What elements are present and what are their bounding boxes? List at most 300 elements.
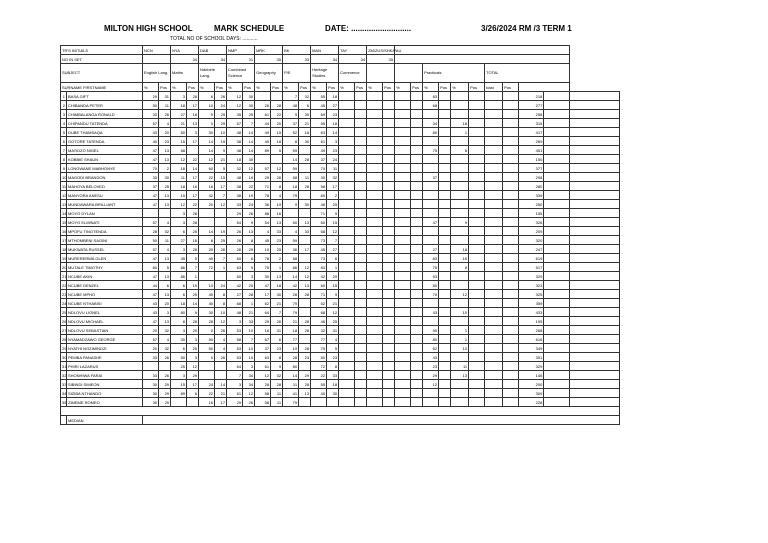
mark-cell — [199, 272, 215, 281]
mark-cell — [367, 335, 383, 344]
mark-cell: 1 — [271, 263, 283, 272]
mark-cell: 75 — [423, 263, 439, 272]
mark-cell — [503, 335, 519, 344]
mark-cell — [199, 218, 215, 227]
table-row — [61, 389, 620, 398]
mark-cell — [395, 128, 411, 137]
mark-cell — [339, 371, 355, 380]
mark-cell: 3 — [159, 308, 171, 317]
mark-cell: 12 — [215, 200, 227, 209]
table-row — [61, 182, 620, 191]
mark-cell: 14 — [187, 299, 199, 308]
mark-cell — [411, 335, 423, 344]
cell — [569, 290, 619, 299]
mark-cell — [439, 182, 451, 191]
mark-cell — [383, 182, 395, 191]
mark-cell: 23 — [327, 353, 339, 362]
mark-cell — [355, 398, 367, 407]
pct-header: % — [451, 83, 469, 92]
table-row — [61, 371, 620, 380]
mark-cell: 29 — [215, 119, 227, 128]
mark-cell — [395, 389, 411, 398]
cell — [569, 398, 619, 407]
mark-cell — [383, 326, 395, 335]
mark-cell: 26 — [227, 245, 243, 254]
student-number: 16 — [62, 228, 67, 234]
mark-cell — [451, 101, 469, 110]
table-row — [61, 137, 620, 146]
mark-cell: 21 — [171, 119, 187, 128]
mark-cell: 323 — [519, 281, 544, 290]
mark-cell — [355, 227, 367, 236]
mark-cell — [339, 110, 355, 119]
mark-cell — [439, 299, 451, 308]
student-name: BASA GIFT — [67, 92, 143, 101]
mark-cell: 433 — [519, 308, 544, 317]
mark-cell — [395, 317, 411, 326]
mark-cell: 8 — [171, 317, 187, 326]
mark-cell — [503, 110, 519, 119]
mark-cell — [544, 272, 569, 281]
mark-cell: 55 — [311, 119, 327, 128]
mark-cell — [299, 308, 311, 317]
student-number: 26 — [62, 318, 67, 324]
mark-cell — [544, 146, 569, 155]
mark-cell — [423, 164, 439, 173]
mark-cell: 11 — [283, 380, 299, 389]
mark-cell: 18 — [171, 164, 187, 173]
mark-cell: 23 — [271, 236, 283, 245]
mark-cell — [469, 182, 485, 191]
mark-cell — [469, 155, 485, 164]
subject-name: Geography — [255, 64, 283, 83]
mark-cell — [469, 128, 485, 137]
mark-cell: 7 — [215, 254, 227, 263]
mark-cell: 60 — [311, 218, 327, 227]
mark-cell — [469, 236, 485, 245]
mark-cell — [383, 101, 395, 110]
mark-cell: 88 — [255, 209, 271, 218]
table-row — [61, 272, 620, 281]
mark-cell — [544, 389, 569, 398]
mark-cell — [423, 209, 439, 218]
mark-cell — [395, 254, 411, 263]
table-row — [61, 209, 620, 218]
mark-cell: 28 — [283, 290, 299, 299]
mark-cell: 43 — [423, 353, 439, 362]
mark-cell: 80 — [423, 128, 439, 137]
mark-cell — [187, 146, 199, 155]
mark-cell: 1 — [187, 272, 199, 281]
mark-cell: 8 — [271, 353, 283, 362]
mark-cell — [395, 290, 411, 299]
mark-cell — [355, 353, 367, 362]
mark-cell: 10 — [451, 344, 469, 353]
mark-cell: 26 — [159, 353, 171, 362]
mark-cell: 30 — [199, 308, 215, 317]
mark-cell: 7 — [243, 335, 255, 344]
mark-cell: 14 — [327, 128, 339, 137]
mark-cell — [485, 344, 503, 353]
mark-cell — [355, 290, 367, 299]
mark-cell — [311, 398, 327, 407]
mark-cell: 277 — [519, 101, 544, 110]
mark-cell: 38 — [227, 182, 243, 191]
mark-cell — [485, 308, 503, 317]
mark-cell — [339, 362, 355, 371]
mark-cell — [367, 362, 383, 371]
student-name: MUNDAWARA BRILLIANT — [67, 200, 143, 209]
pos-header: Pos — [243, 83, 255, 92]
mark-cell: 1 — [451, 335, 469, 344]
mark-cell — [355, 200, 367, 209]
mark-cell: 13 — [159, 254, 171, 263]
mark-cell — [503, 380, 519, 389]
set-count: 35 — [367, 55, 395, 64]
mark-cell: 42 — [283, 281, 299, 290]
mark-cell — [423, 137, 439, 146]
mark-cell: 1 — [243, 299, 255, 308]
mark-cell: 63 — [311, 128, 327, 137]
mark-cell: 28 — [299, 326, 311, 335]
mark-cell — [544, 200, 569, 209]
mark-cell: 18 — [271, 281, 283, 290]
student-name: NCUBE AKIN — [67, 272, 143, 281]
mark-cell — [355, 128, 367, 137]
student-number: 3 — [61, 110, 67, 119]
mark-cell: 27 — [327, 245, 339, 254]
mark-cell: 57 — [227, 119, 243, 128]
mark-cell — [383, 389, 395, 398]
cell — [569, 209, 619, 218]
mark-cell — [503, 128, 519, 137]
mark-cell — [544, 164, 569, 173]
mark-cell: 10 — [243, 353, 255, 362]
student-name: CHIPANDU TATENDA — [67, 119, 143, 128]
mark-cell — [367, 353, 383, 362]
mark-cell: 6 — [187, 389, 199, 398]
mark-cell — [451, 191, 469, 200]
mark-cell: 51 — [227, 389, 243, 398]
student-name: NYAMADZAWO GEORGE — [67, 335, 143, 344]
mark-cell: 20 — [159, 128, 171, 137]
mark-cell — [451, 200, 469, 209]
mark-cell: 28 — [299, 182, 311, 191]
mark-cell — [215, 371, 227, 380]
mark-cell — [411, 182, 423, 191]
set-count: 33 — [283, 55, 311, 64]
mark-cell — [451, 380, 469, 389]
cell — [569, 335, 619, 344]
mark-cell — [503, 281, 519, 290]
mark-cell: 12 — [255, 371, 271, 380]
student-number: 7 — [61, 146, 67, 155]
mark-cell — [395, 398, 411, 407]
mark-cell: 12 — [327, 227, 339, 236]
mark-cell — [395, 281, 411, 290]
mark-cell: 26 — [243, 398, 255, 407]
pos-header: Pos — [159, 83, 171, 92]
mark-cell: 75 — [311, 344, 327, 353]
table-row — [61, 236, 620, 245]
mark-cell: 73 — [311, 254, 327, 263]
mark-cell — [395, 308, 411, 317]
mark-cell — [451, 389, 469, 398]
student-number: 5 — [61, 128, 67, 137]
mark-cell — [395, 173, 411, 182]
mark-cell — [503, 155, 519, 164]
mark-cell — [485, 155, 503, 164]
mark-cell — [503, 200, 519, 209]
mark-cell — [439, 191, 451, 200]
pct-header: % — [423, 83, 439, 92]
mark-cell — [485, 200, 503, 209]
mark-cell — [383, 137, 395, 146]
student-number: 27 — [62, 327, 67, 333]
mark-cell — [544, 263, 569, 272]
mark-cell — [451, 164, 469, 173]
mark-cell: 50 — [143, 101, 159, 110]
mark-cell — [299, 398, 311, 407]
mark-cell: 12 — [327, 308, 339, 317]
document-title: MARK SCHEDULE — [214, 24, 285, 33]
mark-cell — [255, 92, 271, 101]
mark-cell: 339 — [519, 191, 544, 200]
mark-cell — [367, 290, 383, 299]
mark-cell — [355, 236, 367, 245]
mark-cell — [503, 245, 519, 254]
mark-cell — [485, 227, 503, 236]
subject-name: Practicals — [423, 64, 485, 83]
mark-cell: 23 — [327, 146, 339, 155]
mark-cell — [411, 389, 423, 398]
student-name: LONGWANE MABHONYE — [67, 164, 143, 173]
mark-cell: 268 — [519, 326, 544, 335]
table-row — [61, 290, 620, 299]
mark-cell — [469, 164, 485, 173]
mark-cell: 11 — [299, 173, 311, 182]
table-row — [61, 218, 620, 227]
mark-cell: 68 — [423, 101, 439, 110]
mark-cell: 12 — [171, 200, 187, 209]
mark-cell: 60 — [311, 191, 327, 200]
mark-cell: 27 — [171, 110, 187, 119]
mark-cell — [339, 353, 355, 362]
mark-cell: 20 — [199, 245, 215, 254]
mark-cell: 59 — [283, 146, 299, 155]
mark-cell: 79 — [283, 398, 299, 407]
mark-cell: 28 — [187, 209, 199, 218]
mark-cell: 18 — [171, 101, 187, 110]
mark-cell — [383, 317, 395, 326]
mark-cell: 29 — [215, 110, 227, 119]
mark-cell: 9 — [283, 200, 299, 209]
mark-cell: 12 — [451, 290, 469, 299]
mark-cell — [439, 200, 451, 209]
mark-cell: 30 — [271, 290, 283, 299]
mark-cell — [355, 317, 367, 326]
pos-header: Pos — [383, 83, 395, 92]
mark-cell: 24 — [327, 155, 339, 164]
table-row — [61, 173, 620, 182]
mark-cell — [485, 245, 503, 254]
mark-cell: 35 — [227, 110, 243, 119]
mark-cell: 33 — [143, 110, 159, 119]
mark-cell: 3 — [171, 218, 187, 227]
mark-cell — [355, 254, 367, 263]
mark-cell: 21 — [215, 155, 227, 164]
mark-cell: 21 — [283, 317, 299, 326]
mark-cell — [544, 380, 569, 389]
mark-cell: 9 — [327, 209, 339, 218]
mark-cell — [367, 164, 383, 173]
mark-cell — [355, 209, 367, 218]
mark-cell: 47 — [143, 146, 159, 155]
mark-cell — [485, 263, 503, 272]
mark-cell: 28 — [283, 353, 299, 362]
mark-cell: 29 — [243, 245, 255, 254]
mark-cell: 45 — [255, 236, 271, 245]
mark-cell: 48 — [227, 308, 243, 317]
mark-cell: 22 — [271, 110, 283, 119]
mark-cell — [503, 191, 519, 200]
mark-cell: 7 — [243, 119, 255, 128]
mark-cell: 63 — [227, 263, 243, 272]
mark-cell: 228 — [519, 398, 544, 407]
mark-cell — [367, 254, 383, 263]
mark-cell: 34 — [243, 380, 255, 389]
term-label: 3/26/2024 RM /3 TERM 1 — [481, 24, 572, 33]
mark-cell: 50 — [311, 353, 327, 362]
mark-cell — [451, 182, 469, 191]
mark-cell — [271, 92, 283, 101]
student-name: MAHOYA BELOVED — [67, 182, 143, 191]
table-row — [61, 245, 620, 254]
mark-cell: 43 — [423, 308, 439, 317]
pos-header: Pos — [299, 83, 311, 92]
mark-cell — [299, 236, 311, 245]
mark-cell: 28 — [255, 380, 271, 389]
mark-cell: 33 — [227, 200, 243, 209]
mark-cell: 11 — [327, 164, 339, 173]
mark-cell: 6 — [159, 281, 171, 290]
mark-cell: 57 — [143, 218, 159, 227]
mark-cell: 57 — [143, 335, 159, 344]
mark-cell: 34 — [243, 371, 255, 380]
mark-cell — [411, 308, 423, 317]
mark-cell — [339, 173, 355, 182]
mark-cell: 3 — [187, 128, 199, 137]
mark-cell: 298 — [519, 173, 544, 182]
mark-cell — [395, 335, 411, 344]
student-number: 35 — [62, 399, 67, 405]
mark-cell: 5 — [187, 254, 199, 263]
mark-cell — [485, 326, 503, 335]
cell — [569, 137, 619, 146]
student-number: 18 — [62, 246, 67, 252]
mark-cell: 8 — [215, 299, 227, 308]
mark-cell: 53 — [227, 353, 243, 362]
mark-cell: 13 — [243, 227, 255, 236]
median-label: MEDIAN — [67, 416, 143, 425]
mark-cell: 47 — [423, 218, 439, 227]
mark-cell — [439, 128, 451, 137]
teacher-initials: NCN — [143, 46, 171, 55]
mark-cell: 8 — [243, 236, 255, 245]
mark-cell — [439, 227, 451, 236]
mark-cell: 44 — [255, 119, 271, 128]
mark-cell: 5 — [327, 344, 339, 353]
subject-label: SUBJECT — [61, 64, 143, 83]
mark-cell: 25 — [243, 110, 255, 119]
pos-header: Pos — [411, 83, 423, 92]
mark-cell: 13 — [187, 119, 199, 128]
mark-cell — [439, 236, 451, 245]
mark-cell: 8 — [215, 290, 227, 299]
mark-cell: 10 — [215, 308, 227, 317]
cell — [569, 245, 619, 254]
mark-cell: 50 — [171, 128, 187, 137]
subject-name: English Lang. — [143, 64, 171, 83]
mark-cell: 28 — [243, 290, 255, 299]
student-number: 23 — [62, 291, 67, 297]
mark-cell: 60 — [227, 272, 243, 281]
mark-cell: 3 — [171, 92, 187, 101]
mark-cell — [411, 137, 423, 146]
mark-cell — [339, 272, 355, 281]
mark-cell — [367, 308, 383, 317]
mark-cell — [423, 236, 439, 245]
mark-cell — [485, 164, 503, 173]
mark-cell: 26 — [159, 110, 171, 119]
mark-cell — [411, 209, 423, 218]
mark-cell: 46 — [311, 317, 327, 326]
mark-cell: 25 — [159, 182, 171, 191]
mark-cell — [423, 182, 439, 191]
mark-cell: 36 — [283, 245, 299, 254]
mark-cell — [367, 317, 383, 326]
mark-cell: 58 — [255, 398, 271, 407]
mark-cell — [395, 353, 411, 362]
mark-cell: 14 — [283, 371, 299, 380]
mark-cell — [469, 371, 485, 380]
table-row — [61, 254, 620, 263]
student-number: 6 — [61, 137, 67, 146]
mark-cell — [485, 146, 503, 155]
mark-cell: 18 — [187, 110, 199, 119]
mark-cell — [469, 146, 485, 155]
mark-cell — [411, 398, 423, 407]
mark-cell — [383, 119, 395, 128]
mark-cell: 68 — [283, 254, 299, 263]
mark-cell: 57 — [255, 164, 271, 173]
mark-cell — [544, 155, 569, 164]
mark-cell: 30 — [143, 380, 159, 389]
mark-cell: 29 — [187, 371, 199, 380]
mark-cell — [469, 380, 485, 389]
mark-cell: 17 — [187, 137, 199, 146]
mark-cell — [383, 371, 395, 380]
mark-cell — [355, 137, 367, 146]
mark-cell — [199, 362, 215, 371]
mark-cell — [544, 227, 569, 236]
student-name: MOYO DYLAN — [67, 209, 143, 218]
mark-cell — [544, 281, 569, 290]
mark-cell — [383, 164, 395, 173]
mark-cell — [395, 344, 411, 353]
mark-cell: 62 — [255, 299, 271, 308]
mark-cell: 13 — [159, 200, 171, 209]
